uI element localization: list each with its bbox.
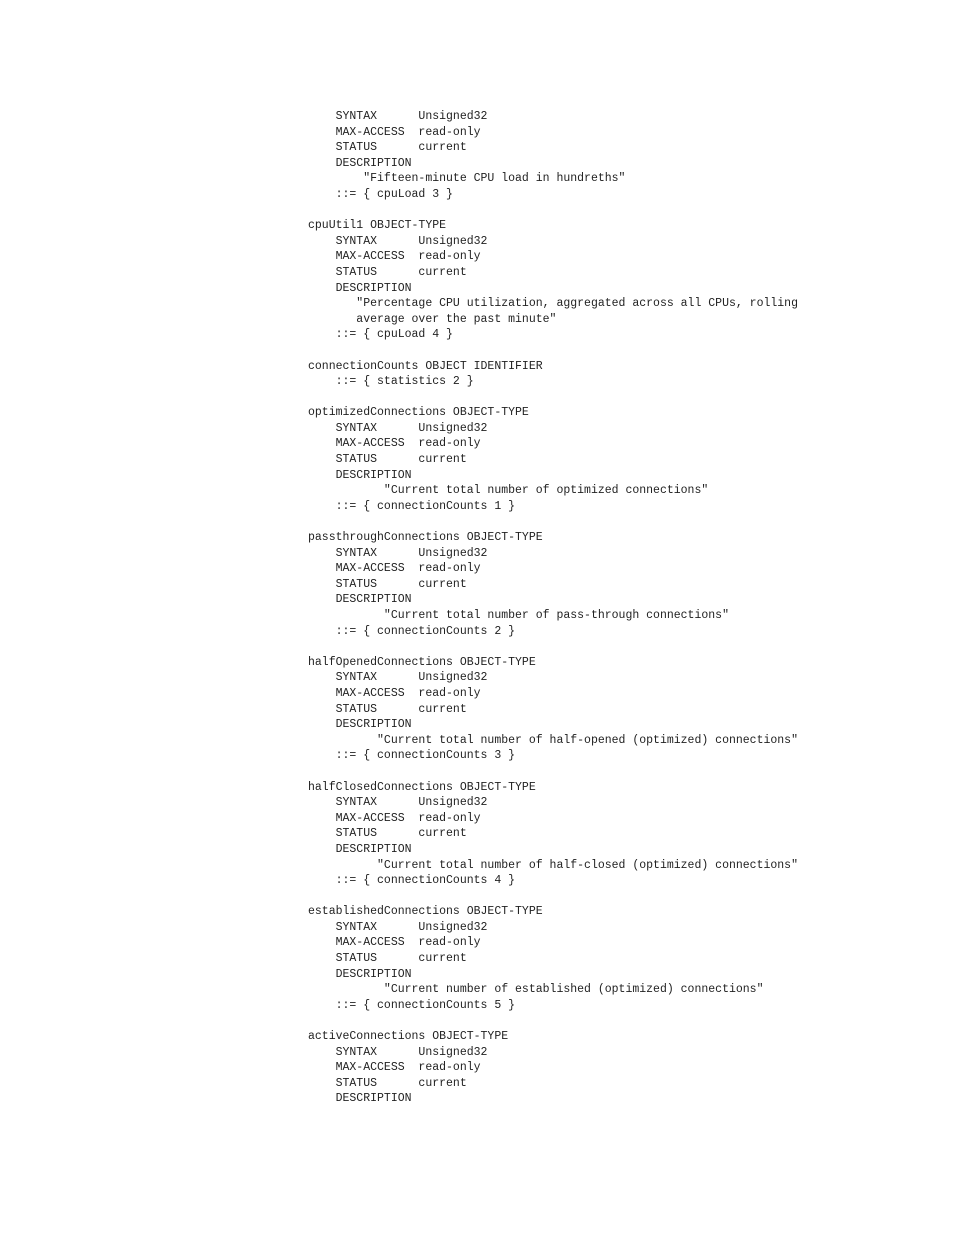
code-line: optimizedConnections OBJECT-TYPE [308,406,529,420]
code-line: "Percentage CPU utilization, aggregated across all CPUs, rolling [308,297,798,311]
code-line: SYNTAX Unsigned32 [308,1045,488,1059]
code-line: MAX-ACCESS read-only [308,437,481,451]
code-line: STATUS current [308,141,467,155]
code-line [308,203,798,219]
code-line: halfClosedConnections OBJECT-TYPE [308,780,536,794]
code-line [308,889,798,905]
code-line: halfOpenedConnections OBJECT-TYPE [308,655,536,669]
code-line: STATUS current [308,1076,467,1090]
code-line: STATUS current [308,702,467,716]
code-line: SYNTAX Unsigned32 [308,546,488,560]
code-line: SYNTAX Unsigned32 [308,110,488,123]
code-line: average over the past minute" [308,312,557,326]
code-line [308,1013,798,1029]
code-line: SYNTAX Unsigned32 [308,421,488,435]
code-line: DESCRIPTION [308,468,412,482]
code-line: MAX-ACCESS read-only [308,811,481,825]
code-line: STATUS current [308,453,467,467]
code-line: DESCRIPTION [308,718,412,732]
code-line: STATUS current [308,577,467,591]
code-line: establishedConnections OBJECT-TYPE [308,905,543,919]
code-line: ::= { connectionCounts 4 } [308,874,516,888]
code-line: cpuUtil1 OBJECT-TYPE [308,219,447,233]
code-line: MAX-ACCESS read-only [308,1061,481,1075]
code-line: ::= { connectionCounts 2 } [308,624,516,638]
code-line: "Current total number of half-opened (optimized) connections" [308,733,798,747]
code-line: "Fifteen-minute CPU load in hundreths" [308,172,626,186]
code-line: activeConnections OBJECT-TYPE [308,1030,509,1044]
code-line: connectionCounts OBJECT IDENTIFIER [308,359,543,373]
code-line: MAX-ACCESS read-only [308,562,481,576]
code-line: "Current total number of pass-through connections" [308,609,729,622]
code-line [308,343,798,359]
code-line: ::= { cpuLoad 4 } [308,328,453,342]
code-line: MAX-ACCESS read-only [308,125,481,139]
code-line [308,390,798,406]
code-line [308,764,798,780]
code-line: DESCRIPTION [308,967,412,981]
code-line: ::= { cpuLoad 3 } [308,187,453,201]
mib-definition-code-block [308,109,798,1107]
code-line: SYNTAX Unsigned32 [308,234,488,248]
code-line: MAX-ACCESS read-only [308,686,481,700]
code-line: STATUS current [308,952,467,966]
code-line: STATUS current [308,265,467,279]
code-line [308,639,798,655]
code-line: passthroughConnections OBJECT-TYPE [308,531,543,545]
code-line: STATUS current [308,827,467,841]
code-line: ::= { connectionCounts 1 } [308,499,516,513]
code-line: SYNTAX Unsigned32 [308,796,488,810]
code-line: "Current total number of optimized connections" [308,484,709,498]
code-line: ::= { connectionCounts 5 } [308,998,516,1012]
code-line: DESCRIPTION [308,593,412,607]
code-line [308,514,798,530]
code-line: "Current number of established (optimized) connections" [308,983,764,997]
code-line: ::= { connectionCounts 3 } [308,749,516,763]
code-line: DESCRIPTION [308,1092,412,1106]
code-line: MAX-ACCESS read-only [308,936,481,950]
code-line: DESCRIPTION [308,842,412,856]
code-line: SYNTAX Unsigned32 [308,920,488,934]
code-line: MAX-ACCESS read-only [308,250,481,264]
code-line: ::= { statistics 2 } [308,375,474,389]
code-line: "Current total number of half-closed (optimized) connections" [308,858,798,872]
code-line: DESCRIPTION [308,156,412,170]
code-line: DESCRIPTION [308,281,412,295]
code-line: SYNTAX Unsigned32 [308,671,488,685]
